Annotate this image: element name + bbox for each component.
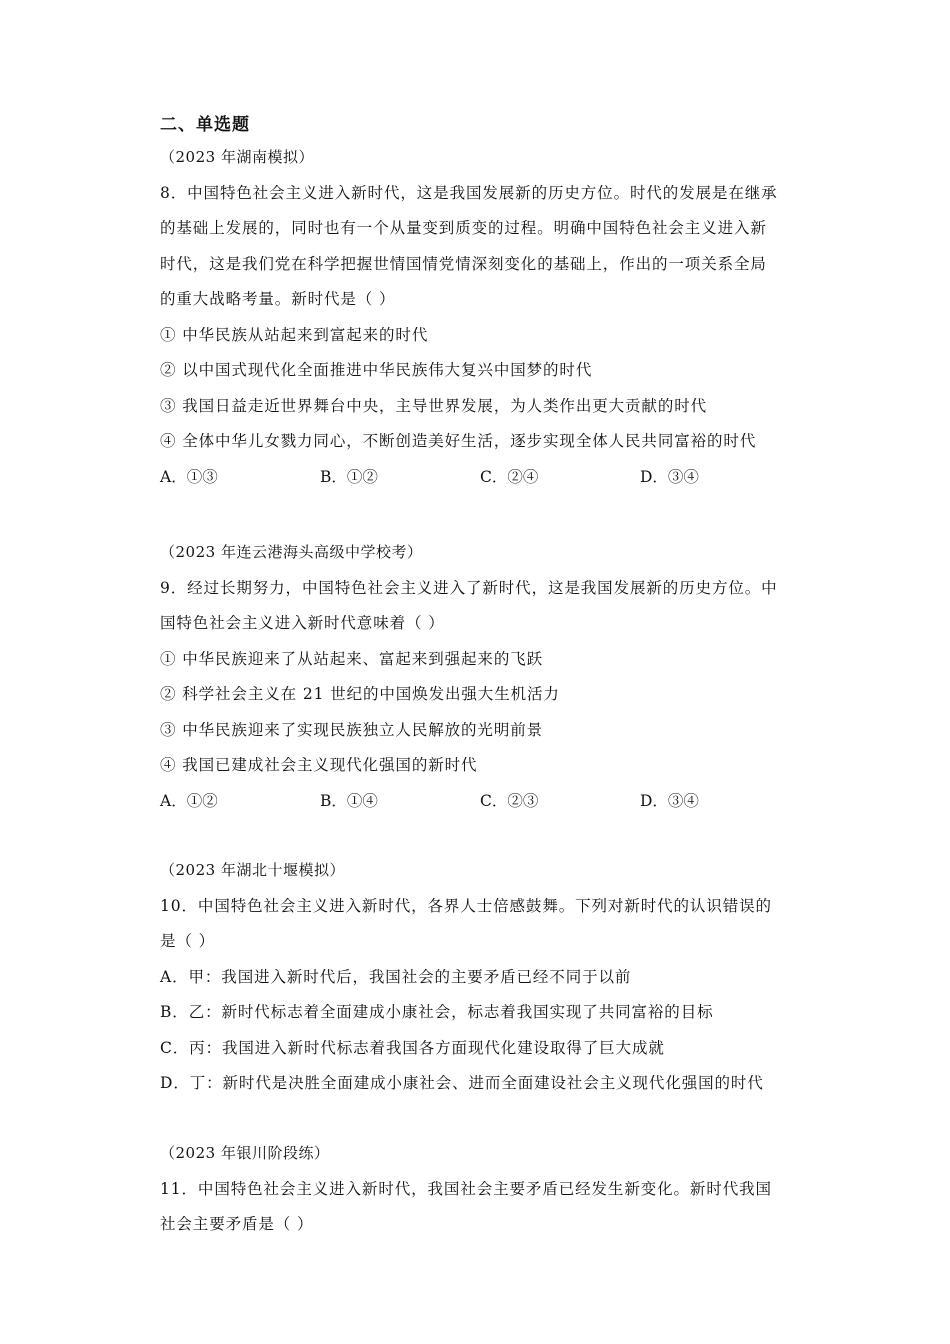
- answer-options: [160, 784, 800, 820]
- question-stem-line: 国特色社会主义进入新时代意味着（ ）: [160, 614, 445, 632]
- question-source: （2023 年湖南模拟）: [160, 148, 314, 166]
- question-stem-line: 的基础上发展的，同时也有一个从量变到质变的过程。明确中国特色社会主义进入新: [160, 219, 767, 237]
- question-stem-line: 时代，这是我们党在科学把握世情国情党情深刻变化的基础上，作出的一项关系全局: [160, 254, 767, 273]
- statement-item: ④ 我国已建成社会主义现代化强国的新时代: [160, 756, 478, 774]
- option-b: B．①②: [320, 467, 378, 486]
- question-8: [160, 140, 800, 495]
- statement-item: ③ 我国日益走近世界舞台中央，主导世界发展，为人类作出更大贡献的时代: [160, 396, 708, 415]
- option-c: C．丙：我国进入新时代标志着我国各方面现代化建设取得了巨大成就: [160, 1038, 665, 1057]
- question-10: [160, 853, 800, 1102]
- option-a: A．①②: [160, 791, 218, 810]
- question-source: （2023 年银川阶段练）: [160, 1144, 330, 1162]
- section-title: 二、单选题: [160, 115, 250, 135]
- question-source: （2023 年湖北十堰模拟）: [160, 861, 345, 879]
- question-stem-line: 9．经过长期努力，中国特色社会主义进入了新时代，这是我国发展新的历史方位。中: [160, 578, 778, 597]
- question-9: [160, 535, 800, 819]
- option-c: C．②④: [480, 467, 539, 486]
- option-a: A．①③: [160, 467, 218, 486]
- question-stem-line: 社会主要矛盾是（ ）: [160, 1215, 314, 1233]
- option-b: B．①④: [320, 791, 378, 810]
- statement-item: ② 科学社会主义在 21 世纪的中国焕发出强大生机活力: [160, 685, 560, 703]
- option-d: D．③④: [640, 791, 699, 810]
- option-c: C．②③: [480, 791, 539, 810]
- option-a: A．甲：我国进入新时代后，我国社会的主要矛盾已经不同于以前: [160, 967, 632, 986]
- statement-item: ① 中华民族迎来了从站起来、富起来到强起来的飞跃: [160, 649, 544, 668]
- option-d: D．丁：新时代是决胜全面建成小康社会、进而全面建设社会主义现代化强国的时代: [160, 1074, 764, 1092]
- answer-options: [160, 460, 800, 496]
- question-stem-line: 10．中国特色社会主义进入新时代，各界人士倍感鼓舞。下列对新时代的认识错误的: [160, 896, 772, 915]
- statement-item: ② 以中国式现代化全面推进中华民族伟大复兴中国梦的时代: [160, 361, 593, 379]
- question-stem-line: 的重大战略考量。新时代是（ ）: [160, 290, 396, 308]
- statement-item: ① 中华民族从站起来到富起来的时代: [160, 325, 429, 344]
- option-d: D．③④: [640, 467, 699, 486]
- statement-item: ③ 中华民族迎来了实现民族独立人民解放的光明前景: [160, 720, 544, 739]
- statement-item: ④ 全体中华儿女戮力同心，不断创造美好生活，逐步实现全体人民共同富裕的时代: [160, 432, 757, 450]
- question-11: [160, 1136, 800, 1243]
- question-stem-line: 11．中国特色社会主义进入新时代，我国社会主要矛盾已经发生新变化。新时代我国: [160, 1179, 772, 1198]
- question-stem-line: 是（ ）: [160, 932, 216, 950]
- question-source: （2023 年连云港海头高级中学校考）: [160, 543, 423, 561]
- option-b: B．乙：新时代标志着全面建成小康社会，标志着我国实现了共同富裕的目标: [160, 1003, 714, 1021]
- question-stem-line: 8．中国特色社会主义进入新时代，这是我国发展新的历史方位。时代的发展是在继承: [160, 183, 778, 202]
